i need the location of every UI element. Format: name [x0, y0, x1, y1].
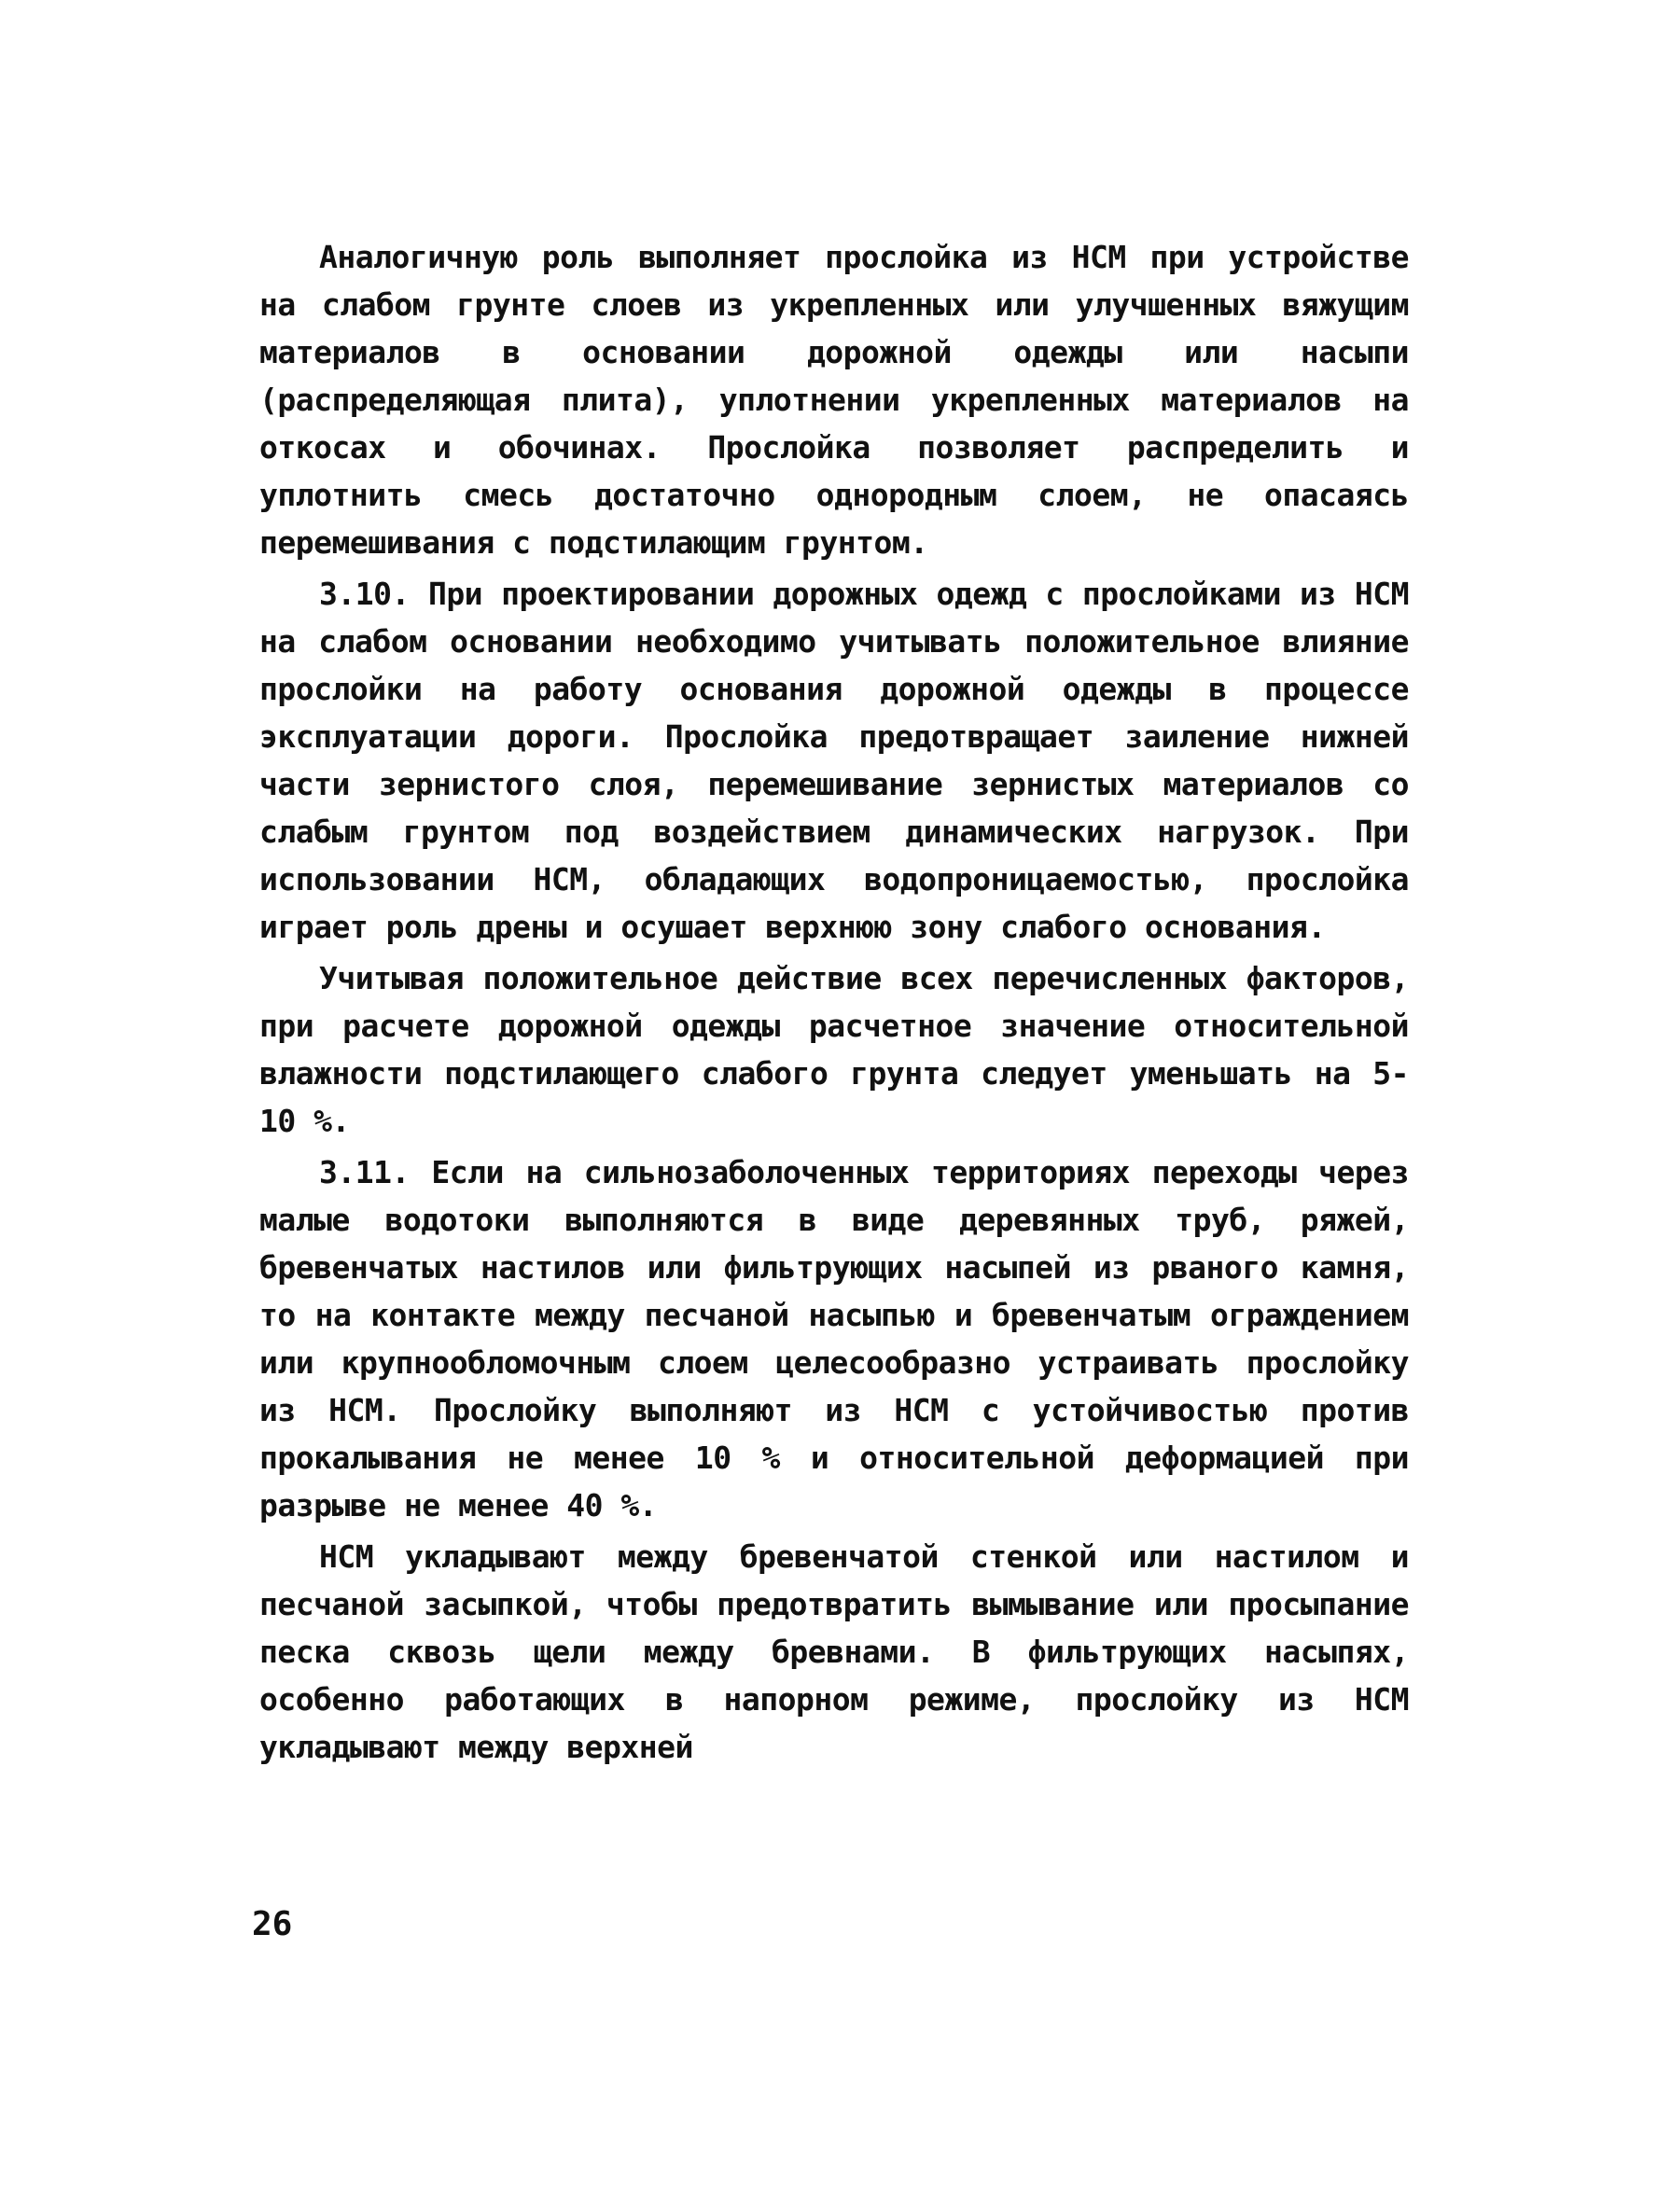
paragraph-3-10: 3.10. При проектировании дорожных одежд с прослойками из НСМ на слабом основании необходимо учитывать положительное влияние прослойки на работу основания дорожной одежды в процессе эксплуатации дороги. Прослойка предотвращает заиление нижней части зернистого слоя, перемешивание зернистых материалов со слабым грунтом под воздействием динамических нагрузок. При использовании НСМ, обладающих водопроницаемостью, прослойка играет роль дрены и осушает верхнюю зону слабого основания. [259, 576, 1409, 945]
paragraph-3-11: 3.11. Если на сильнозаболоченных территориях переходы через малые водотоки выполняются в виде деревянных труб, ряжей, бревенчатых настилов или фильтрующих насыпей из рваного камня, то на контакте между песчаной насыпью и бревенчатым ограждением или крупнообломочным слоем целесообразно устраивать прослойку из НСМ. Прослойку выполняют из НСМ с устойчивостью против прокалывания не менее 10 % и относительной деформацией при разрыве не менее 40 %. [259, 1154, 1409, 1523]
body-text [259, 233, 1409, 1774]
paragraph-1: Аналогичную роль выполняет прослойка из НСМ при устройстве на слабом грунте слоев из укрепленных или улучшенных вяжущим материалов в основании дорожной одежды или насыпи (распределяющая плита), уплотнении укрепленных материалов на откосах и обочинах. Прослойка позволяет распределить и уплотнить смесь достаточно однородным слоем, не опасаясь перемешивания с подстилающим грунтом. [259, 239, 1409, 561]
paragraph-5: НСМ укладывают между бревенчатой стенкой или настилом и песчаной засыпкой, чтобы предотвратить вымывание или просыпание песка сквозь щели между бревнами. В фильтрующих насыпях, особенно работающих в напорном режиме, прослойку из НСМ укладывают между верхней [259, 1538, 1409, 1765]
page-number: 26 [252, 1905, 293, 1943]
paragraph-3: Учитывая положительное действие всех перечисленных факторов, при расчете дорожной одежды расчетное значение относительной влажности подстилающего слабого грунта следует уменьшать на 5-10 %. [259, 960, 1409, 1139]
